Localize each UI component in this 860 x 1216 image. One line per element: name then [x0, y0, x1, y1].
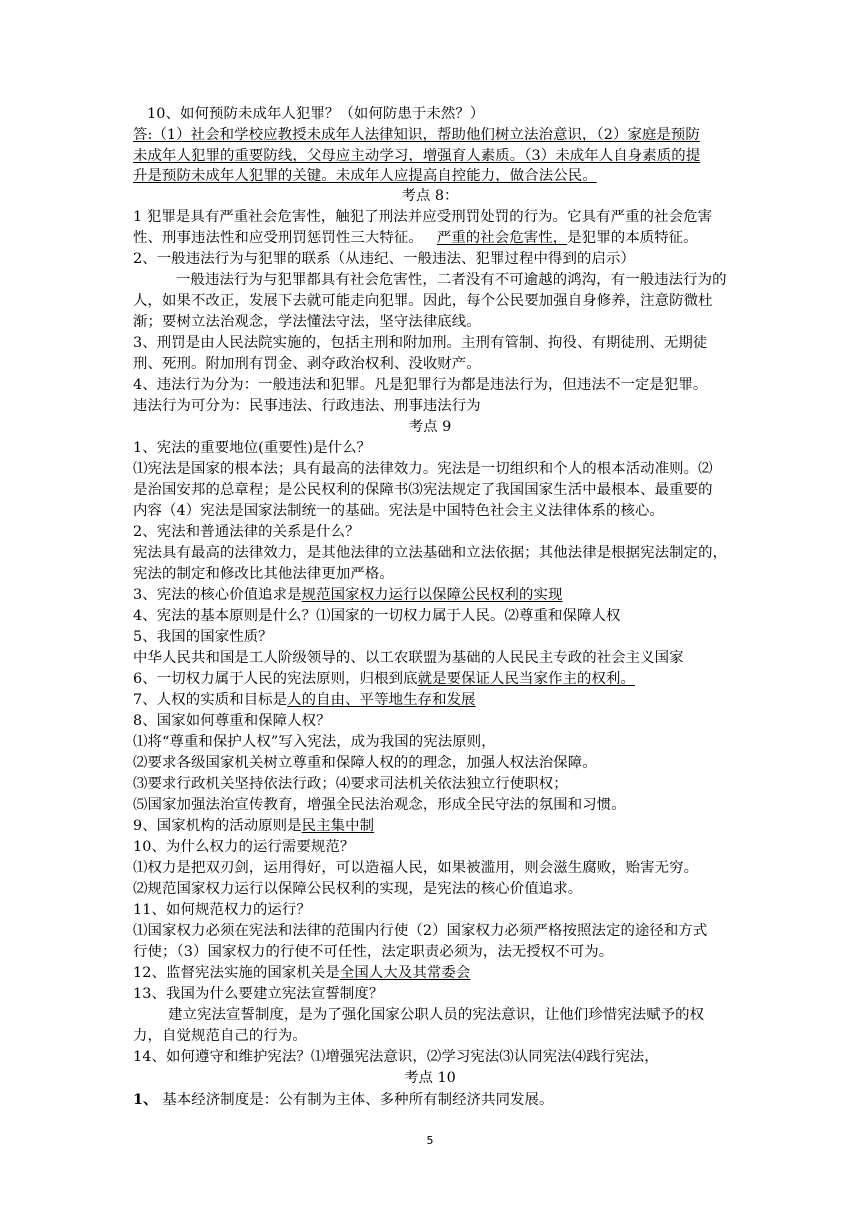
k9-answer-8-line-3: ⑶要求行政机关坚持依法行政；⑷要求司法机关依法独立行使职权；	[133, 776, 568, 792]
k9-question-6-answer: 就是要保证人民当家作主的权利。	[417, 671, 635, 687]
k8-line-4: 一般违法行为与犯罪都具有社会危害性，二者没有不可逾越的鸿沟，有一般违法行为的	[176, 272, 727, 288]
k9-question-1: 1、宪法的重要地位(重要性)是什么？	[133, 440, 372, 456]
k9-question-13: 13、我国为什么要建立宪法宣誓制度？	[133, 986, 384, 1002]
k9-answer-8-line-1: ⑴将“尊重和保护人权”写入宪法，成为我国的宪法原则，	[133, 734, 496, 750]
k9-answer-8-line-2: ⑵要求各级国家机关树立尊重和保障人权的的理念，加强人权法治保障。	[133, 755, 597, 771]
question-10-answer-line-1: 答:（1）社会和学校应教授未成年人法律知识，帮助他们树立法治意识，（2）家庭是预防	[133, 127, 700, 143]
k9-question-12-text: 12、监督宪法实施的国家机关是	[133, 965, 340, 981]
k9-question-6-text: 6、一切权力属于人民的宪法原则，归根到底	[133, 671, 418, 687]
page-number: 5	[426, 1134, 434, 1147]
k9-question-5: 5、我国的国家性质？	[133, 629, 273, 645]
k9-question-7	[133, 690, 476, 711]
k8-line-2-part-c: 是犯罪的本质特征。	[567, 230, 698, 246]
k8-line-9: 4、违法行为分为：一般违法和犯罪。凡是犯罪行为都是违法行为，但违法不一定是犯罪。	[133, 377, 708, 393]
k9-question-9-answer: 民主集中制	[301, 818, 375, 834]
k9-question-11: 11、如何规范权力的运行？	[133, 902, 311, 918]
k9-answer-5: 中华人民共和国是工人阶级领导的、以工农联盟为基础的人民民主专政的社会主义国家	[133, 650, 684, 666]
k9-question-8: 8、国家如何尊重和保障人权？	[133, 713, 331, 729]
k8-line-5: 人，如果不改正，发展下去就可能走向犯罪。因此，每个公民要加强自身修养，注意防微杜	[133, 293, 713, 309]
k9-question-6	[133, 669, 635, 690]
k9-answer-11-line-2: 行使；（3）国家权力的行使不可任性，法定职责必须为，法无授权不可为。	[133, 944, 614, 960]
k9-question-3-text: 3、宪法的核心价值追求是	[133, 587, 302, 603]
k9-question-3-answer: 规范国家权力运行以保障公民权利的实现	[301, 587, 563, 603]
k8-line-6: 渐；要树立法治观念，学法懂法守法，坚守法律底线。	[133, 314, 481, 330]
k9-question-2: 2、宪法和普通法律的关系是什么？	[133, 524, 360, 540]
k9-answer-8-line-4: ⑸国家加强法治宣传教育，增强全民法治观念，形成全民守法的氛围和习惯。	[133, 797, 626, 813]
k10-item-1-number: 1、	[133, 1091, 158, 1108]
k9-question-3	[133, 585, 563, 606]
k9-answer-1-line-3: 内容（4）宪法是国家法制统一的基础。宪法是中国特色社会主义法律体系的核心。	[133, 503, 664, 519]
question-10-answer-line-3: 升是预防未成年人犯罪的关键。未成年人应提高自控能力，做合法公民。	[133, 168, 597, 184]
k9-question-9-text: 9、国家机构的活动原则是	[133, 818, 302, 834]
k9-answer-13-line-2: 力，自觉规范自己的行为。	[133, 1028, 307, 1044]
k9-question-9	[133, 816, 374, 837]
k8-line-7: 3、刑罚是由人民法院实施的，包括主刑和附加刑。主刑有管制、拘役、有期徒刑、无期徒	[133, 335, 708, 351]
k9-question-14: 14、如何遵守和维护宪法？⑴增强宪法意识，⑵学习宪法⑶认同宪法⑷践行宪法，	[133, 1049, 659, 1065]
section-heading-9: 考点 9	[408, 419, 452, 435]
k10-item-1-text: 基本经济制度是：公有制为主体、多种所有制经济共同发展。	[157, 1092, 554, 1108]
k9-answer-11-line-1: ⑴国家权力必须在宪法和法律的范围内行使（2）国家权力必须严格按照法定的途径和方式	[133, 923, 708, 939]
k9-answer-1-line-2: 是治国安邦的总章程；是公民权利的保障书⑶宪法规定了我国国家生活中最根本、最重要的	[133, 482, 713, 498]
k8-essential-feature: 严重的社会危害性，	[436, 230, 568, 246]
section-heading-8: 考点 8：	[401, 188, 459, 204]
question-10-answer-line-2: 未成年人犯罪的重要防线，父母应主动学习，增强育人素质。（3）未成年人自身素质的提	[133, 148, 701, 164]
k9-answer-2-line-1: 宪法具有最高的法律效力，是其他法律的立法基础和立法依据；其他法律是根据宪法制定的，	[133, 545, 728, 561]
question-10-title: 10、如何预防未成年人犯罪？（如何防患于未然？）	[147, 106, 485, 122]
k9-question-10: 10、为什么权力的运行需要规范？	[133, 839, 355, 855]
k9-question-7-text: 7、人权的实质和目标是	[133, 692, 288, 708]
k9-answer-10-line-2: ⑵规范国家权力运行以保障公民权利的实现，是宪法的核心价值追求。	[133, 881, 583, 897]
k8-line-2-part-a: 性、刑事违法性和应受刑罚惩罚性三大特征。	[133, 230, 423, 246]
k9-question-4: 4、宪法的基本原则是什么？⑴国家的一切权力属于人民。⑵尊重和保障人权	[133, 608, 621, 624]
k8-line-2	[133, 228, 698, 249]
k8-line-8: 刑、死刑。附加刑有罚金、剥夺政治权利、没收财产。	[133, 356, 481, 372]
k9-answer-2-line-2: 宪法的制定和修改比其他法律更加严格。	[133, 566, 394, 582]
k9-question-12-answer: 全国人大及其常委会	[339, 965, 471, 981]
k9-question-12	[133, 963, 470, 984]
k9-question-7-answer: 人的自由、平等地生存和发展	[287, 692, 476, 708]
k8-line-3: 2、一般违法行为与犯罪的联系（从违纪、一般违法、犯罪过程中得到的启示）	[133, 251, 635, 267]
k9-answer-13-line-1: 建立宪法宣誓制度，是为了强化国家公职人员的宪法意识，让他们珍惜宪法赋予的权	[168, 1007, 705, 1023]
section-heading-10: 考点 10	[404, 1070, 456, 1086]
k8-line-10: 违法行为可分为：民事违法、行政违法、刑事违法行为	[133, 398, 481, 414]
k10-item-1	[133, 1089, 554, 1111]
k9-answer-10-line-1: ⑴权力是把双刃剑，运用得好，可以造福人民，如果被滥用，则会滋生腐败，贻害无穷。	[133, 860, 699, 876]
k9-answer-1-line-1: ⑴宪法是国家的根本法；具有最高的法律效力。宪法是一切组织和个人的根本活动准则。⑵	[133, 461, 713, 477]
k8-line-1: 1 犯罪是具有严重社会危害性，触犯了刑法并应受刑罚处罚的行为。它具有严重的社会危害	[133, 209, 713, 225]
